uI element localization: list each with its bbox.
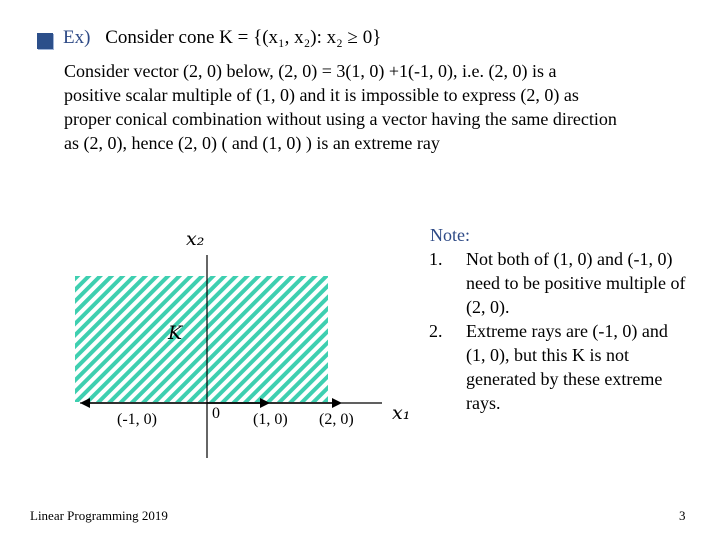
explanation-line: Consider vector (2, 0) below, (2, 0) = 3(1, 0) +1(-1, 0), i.e. (2, 0) is a (64, 61, 557, 81)
explanation-line: as (2, 0), hence (2, 0) ( and (1, 0) ) is an extreme ray (64, 133, 440, 153)
note-item-line: Extreme rays are (-1, 0) and (466, 321, 668, 341)
note-item-line: Not both of (1, 0) and (-1, 0) (466, 249, 673, 269)
example-label: Ex) (63, 27, 91, 48)
point-2-0-label: (2, 0) (319, 411, 354, 428)
note-item-line: rays. (466, 393, 501, 413)
note-item-line: generated by these extreme (466, 369, 663, 389)
cone-region (75, 276, 328, 402)
x1-axis-label: x₁ (392, 402, 411, 424)
point-neg-1-0-label: (-1, 0) (117, 411, 157, 428)
note-item-number: 2. (429, 321, 443, 341)
note-item (426, 319, 716, 415)
note-box (426, 223, 716, 415)
explanation-line: positive scalar multiple of (1, 0) and it is impossible to express (2, 0) as (64, 85, 579, 105)
footer-course-title: Linear Programming 2019 (30, 508, 168, 523)
x2-axis-label: x₂ (186, 228, 205, 250)
note-item-number: 1. (429, 249, 443, 269)
note-item (426, 247, 716, 319)
region-k-label: K (168, 322, 183, 344)
note-item-line: need to be positive multiple of (466, 273, 686, 293)
cone-definition: Consider cone K = {(x₁, x₂): x₂ ≥ 0} (105, 27, 382, 48)
origin-label: 0 (212, 405, 220, 422)
note-item-line: (2, 0). (466, 297, 510, 317)
page-number: 3 (679, 508, 686, 523)
point-1-0-label: (1, 0) (253, 411, 288, 428)
note-title: Note: (430, 225, 470, 245)
note-item-line: (1, 0), but this K is not (466, 345, 630, 365)
explanation-line: proper conical combination without using a vector having the same direction (64, 109, 617, 129)
